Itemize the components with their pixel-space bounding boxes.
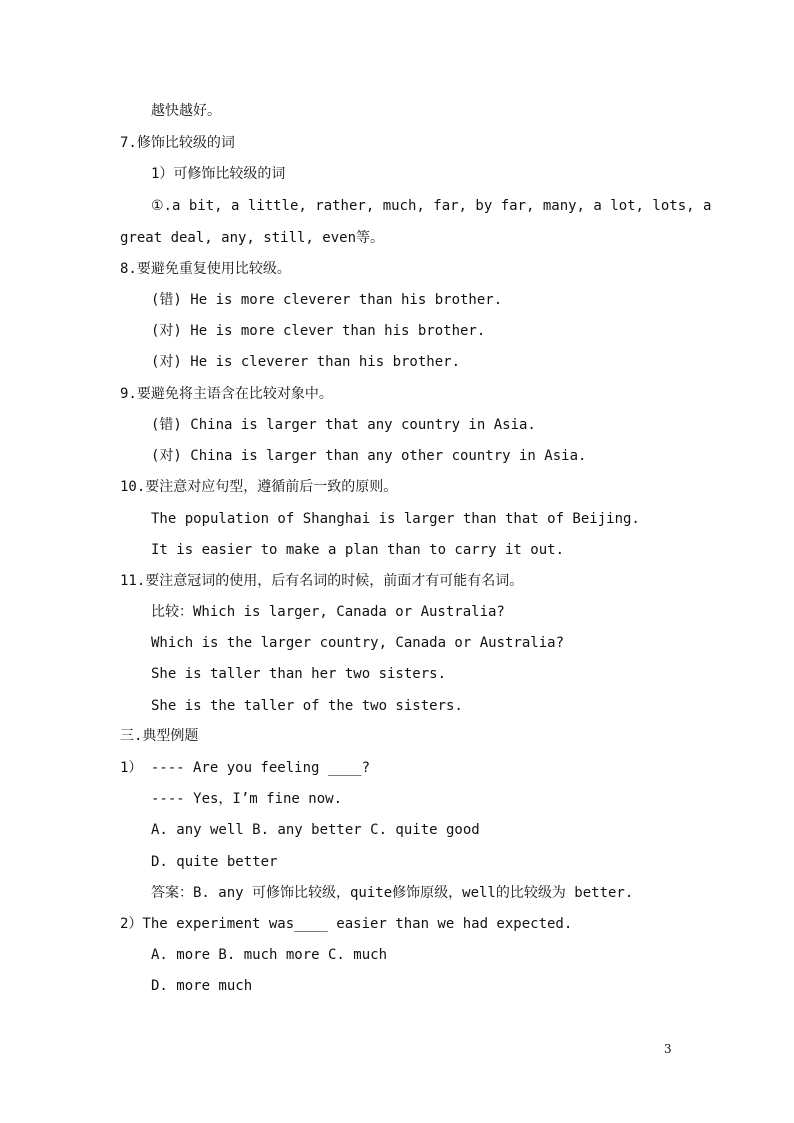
example-line: It is easier to make a plan than to carry it out.: [151, 542, 565, 558]
example-line: 比较：Which is larger, Canada or Australia?: [151, 604, 505, 620]
section-heading: 11.要注意冠词的使用，后有名词的时候，前面才有可能有名词。: [120, 573, 524, 589]
example-line: Which is the larger country, Canada or Australia?: [151, 635, 565, 651]
options-line: D. more much: [151, 978, 253, 994]
example-line: (对) He is cleverer than his brother.: [151, 354, 461, 370]
section-heading: 8.要避免重复使用比较级。: [120, 261, 291, 277]
section-heading: 9.要避免将主语含在比较对象中。: [120, 386, 333, 402]
example-line: (错) He is more cleverer than his brother.: [151, 292, 503, 308]
example-line: (错) China is larger that any country in Asia.: [151, 417, 536, 433]
options-line: D. quite better: [151, 854, 278, 870]
text-line: ①.a bit, a little, rather, much, far, by far, many, a lot, lots, a: [151, 198, 712, 214]
example-line: (对) China is larger than any other country in Asia.: [151, 448, 587, 464]
text-line: great deal, any, still, even等。: [120, 230, 385, 246]
example-line: She is taller than her two sisters.: [151, 666, 447, 682]
options-line: A. more B. much more C. much: [151, 947, 388, 963]
options-line: A. any well B. any better C. quite good: [151, 822, 480, 838]
text-line: 越快越好。: [151, 103, 221, 119]
section-heading: 三.典型例题: [120, 728, 199, 744]
answer-line: 答案：B. any 可修饰比较级，quite修饰原级，well的比较级为 better.: [151, 885, 634, 901]
example-line: She is the taller of the two sisters.: [151, 698, 463, 714]
question-line: 1） ---- Are you feeling ____?: [120, 760, 371, 776]
section-heading: 7.修饰比较级的词: [120, 135, 235, 151]
page-number: 3: [664, 1042, 672, 1056]
subheading: 1）可修饰比较级的词: [151, 166, 286, 182]
question-line: ---- Yes，I’m fine now.: [151, 791, 343, 807]
question-line: 2）The experiment was____ easier than we had expected.: [120, 916, 573, 932]
example-line: (对) He is more clever than his brother.: [151, 323, 486, 339]
example-line: The population of Shanghai is larger than that of Beijing.: [151, 511, 640, 527]
section-heading: 10.要注意对应句型，遵循前后一致的原则。: [120, 479, 398, 495]
